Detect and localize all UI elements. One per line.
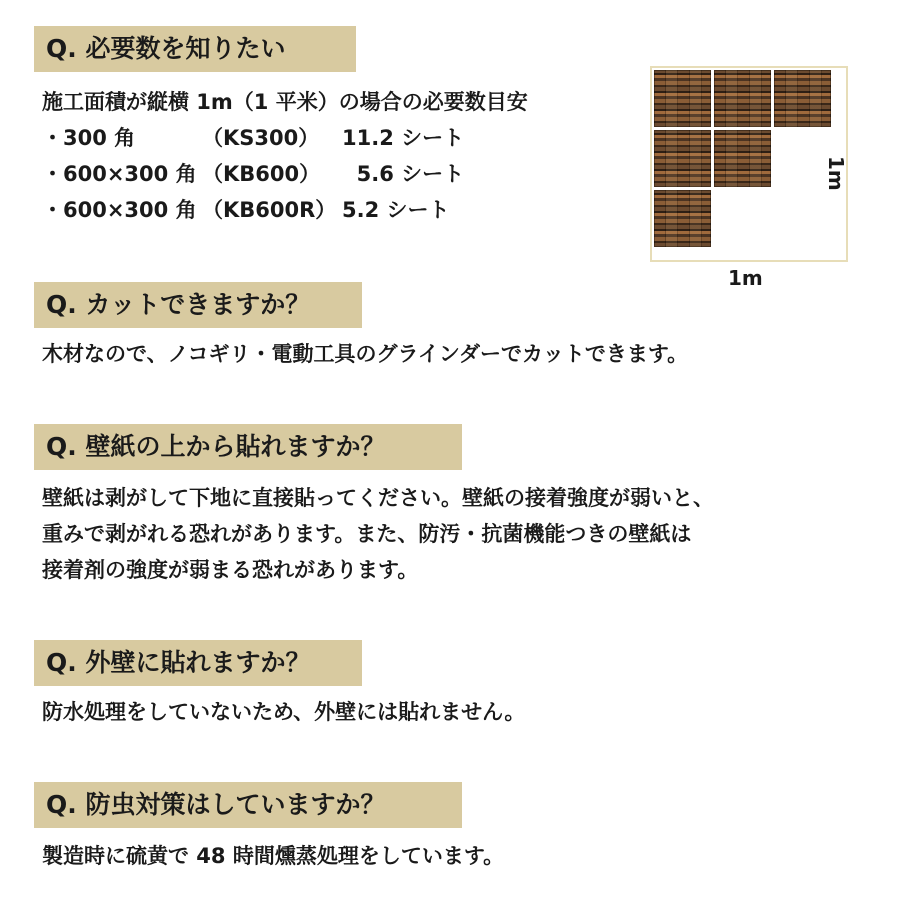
answer-text xyxy=(42,694,525,730)
answer-line: 重みで剥がれる恐れがあります。また、防汚・抗菌機能つきの壁紙は xyxy=(42,522,692,546)
sheet-row xyxy=(42,156,528,192)
sheet-size: ・600×300 角 xyxy=(42,162,197,186)
sheet-count: 5.6 シート xyxy=(342,162,465,186)
answer-line: 壁紙は剥がして下地に直接貼ってください。壁紙の接着強度が弱いと、 xyxy=(42,486,714,510)
sheet-size: ・600×300 角 xyxy=(42,198,197,222)
tile-coverage-diagram xyxy=(650,66,848,262)
answer-line: 木材なので、ノコギリ・電動工具のグラインダーでカットできます。 xyxy=(42,342,689,366)
answer-line: 接着剤の強度が弱まる恐れがあります。 xyxy=(42,558,419,582)
answer-text xyxy=(42,838,504,874)
question-heading: Q. カットできますか？ xyxy=(34,282,362,328)
diagram-height-label: 1m xyxy=(824,156,848,191)
wood-tile xyxy=(714,130,771,187)
sheet-code: （KB600R） xyxy=(202,198,337,222)
diagram-width-label: 1m xyxy=(728,266,763,290)
question-heading: Q. 必要数を知りたい xyxy=(34,26,356,72)
question-heading: Q. 壁紙の上から貼れますか？ xyxy=(34,424,462,470)
question-heading: Q. 防虫対策はしていますか？ xyxy=(34,782,462,828)
sheet-row xyxy=(42,120,528,156)
sheet-count: 5.2 シート xyxy=(342,198,450,222)
answer-line: 施工面積が縦横 1m（1 平米）の場合の必要数目安 xyxy=(42,90,528,114)
answer-line: 防水処理をしていないため、外壁には貼れません。 xyxy=(42,700,526,724)
answer-line: 製造時に硫黄で 48 時間燻蒸処理をしています。 xyxy=(42,844,505,868)
wood-tile xyxy=(714,70,771,127)
wood-tile xyxy=(654,190,711,247)
answer-text xyxy=(42,336,688,372)
wood-tile xyxy=(774,70,831,127)
question-heading: Q. 外壁に貼れますか？ xyxy=(34,640,362,686)
answer-text xyxy=(42,480,714,588)
wood-tile xyxy=(654,70,711,127)
sheet-row xyxy=(42,192,528,228)
wood-tile xyxy=(654,130,711,187)
sheet-code: （KB600） xyxy=(202,162,321,186)
sheet-size: ・300 角 xyxy=(42,126,136,150)
answer-text xyxy=(42,84,528,228)
sheet-count: 11.2 シート xyxy=(342,126,465,150)
sheet-code: （KS300） xyxy=(202,126,320,150)
